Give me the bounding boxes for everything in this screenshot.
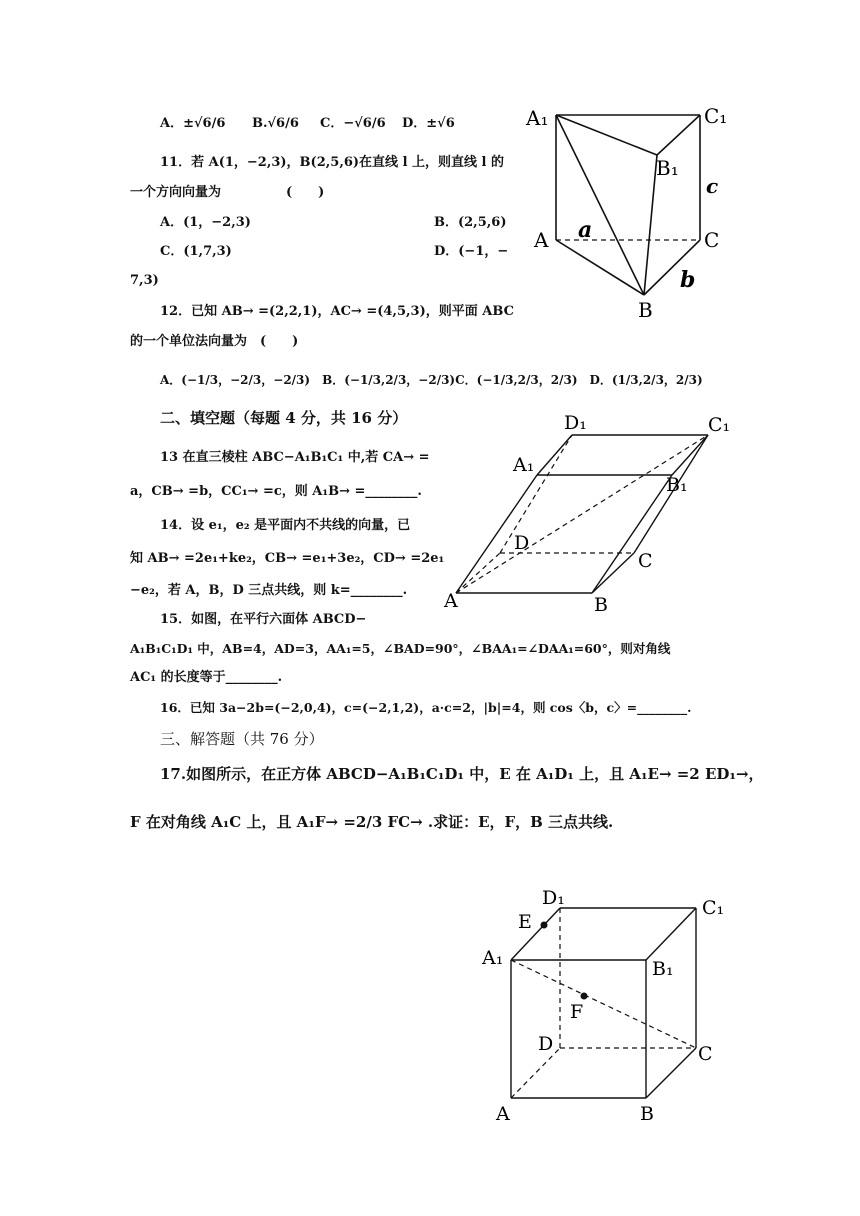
q12-stem-line1: 12．已知 AB→ =(2,2,1)，AC→ =(4,5,3)，则平面 ABC: [160, 304, 514, 319]
cube-label-a: A: [496, 1103, 510, 1125]
section-solution-title: 三、解答题（共 76 分）: [160, 730, 324, 748]
cube-label-c: C: [698, 1043, 713, 1065]
cube-point-e: [541, 922, 548, 929]
cube-point-f: [581, 993, 588, 1000]
prism-label-a: A: [534, 228, 549, 252]
q11-option-d-cont: 7,3): [130, 273, 159, 288]
q14-line1: 14．设 e₁，e₂ 是平面内不共线的向量，已: [160, 518, 411, 533]
para-label-c: C: [638, 550, 653, 572]
q15-line1: 15．如图，在平行六面体 ABCD−: [160, 612, 367, 627]
prism-label-vec-b: b: [680, 267, 696, 293]
prism-label-c: c: [706, 174, 719, 198]
cube-label-d1: D₁: [542, 887, 565, 909]
q11-option-b: B．(2,5,6): [434, 215, 507, 230]
prism-label-b1: B₁: [656, 156, 679, 180]
q17-line2: F 在对角线 A₁C 上，且 A₁F→ =2/3 FC→ .求证：E，F，B 三点共线.: [130, 813, 614, 831]
q13-line1: 13 在直三棱柱 ABC−A₁B₁C₁ 中,若 CA→ =: [160, 450, 430, 465]
cube-label-f: F: [570, 1001, 584, 1023]
q15-line3: AC₁ 的长度等于________.: [130, 670, 283, 685]
q14-line3: −e₂，若 A，B，D 三点共线，则 k=________.: [130, 583, 408, 598]
q12-options: A．(−1/3，−2/3，−2/3) B．(−1/3,2/3，−2/3)C．(−1/3,2/3，2/3) D．(1/3,2/3，2/3): [160, 373, 703, 387]
prism-label-vec-a: a: [578, 217, 593, 243]
q11-option-a: A．(1，−2,3): [160, 215, 251, 230]
q16-line: 16．已知 3a−2b=(−2,0,4)，c=(−2,1,2)，a·c=2，|b|=4，则 cos〈b，c〉=________.: [160, 700, 692, 715]
cube-label-b: B: [640, 1103, 654, 1125]
para-label-c1: C₁: [708, 414, 731, 436]
q13-line2: a，CB→ =b，CC₁→ =c，则 A₁B→ =________.: [130, 484, 422, 499]
q10-option-d: D．±√6: [402, 116, 455, 131]
cube-label-a1: A₁: [482, 947, 504, 969]
cube-figure: [478, 880, 740, 1130]
para-label-b1: B₁: [666, 474, 688, 496]
para-label-a: A: [444, 590, 458, 612]
prism-figure: [520, 95, 740, 325]
q11-option-c: C．(1,7,3): [160, 244, 232, 259]
section-fill-in-title: 二、填空题（每题 4 分，共 16 分）: [160, 409, 408, 427]
q14-line2: 知 AB→ =2e₁+ke₂，CB→ =e₁+3e₂，CD→ =2e₁: [130, 551, 445, 566]
q11-stem-line2: 一个方向向量为 ( ): [130, 185, 325, 200]
q11-option-d: D．(−1，−: [434, 244, 509, 259]
parallelepiped-figure: [440, 405, 740, 615]
q15-line2: A₁B₁C₁D₁ 中，AB=4，AD=3，AA₁=5，∠BAD=90°，∠BAA₁=∠DAA₁=60°，则对角线: [130, 641, 671, 656]
prism-label-a1: A₁: [526, 106, 549, 130]
para-label-b: B: [594, 594, 608, 615]
prism-label-c-bottom: C: [704, 228, 720, 252]
cube-label-b1: B₁: [652, 958, 674, 980]
cube-label-c1: C₁: [702, 897, 725, 919]
q11-stem-line1: 11．若 A(1，−2,3)，B(2,5,6)在直线 l 上，则直线 l 的: [160, 155, 505, 170]
q12-stem-line2: 的一个单位法向量为 ( ): [130, 334, 299, 349]
para-label-d: D: [514, 532, 530, 554]
para-label-d1: D₁: [564, 412, 587, 434]
cube-label-d: D: [538, 1033, 554, 1055]
q10-option-c: C．−√6/6: [320, 116, 386, 131]
q17-line1: 17.如图所示，在正方体 ABCD−A₁B₁C₁D₁ 中，E 在 A₁D₁ 上，且 A₁E→ =2 ED₁→，: [160, 765, 764, 783]
q10-option-b: B.√6/6: [252, 116, 299, 131]
prism-label-c1: C₁: [704, 104, 728, 128]
q10-option-a: A．±√6/6: [160, 116, 226, 131]
cube-label-e: E: [518, 911, 532, 933]
para-label-a1: A₁: [513, 454, 535, 476]
prism-label-b: B: [638, 298, 653, 322]
